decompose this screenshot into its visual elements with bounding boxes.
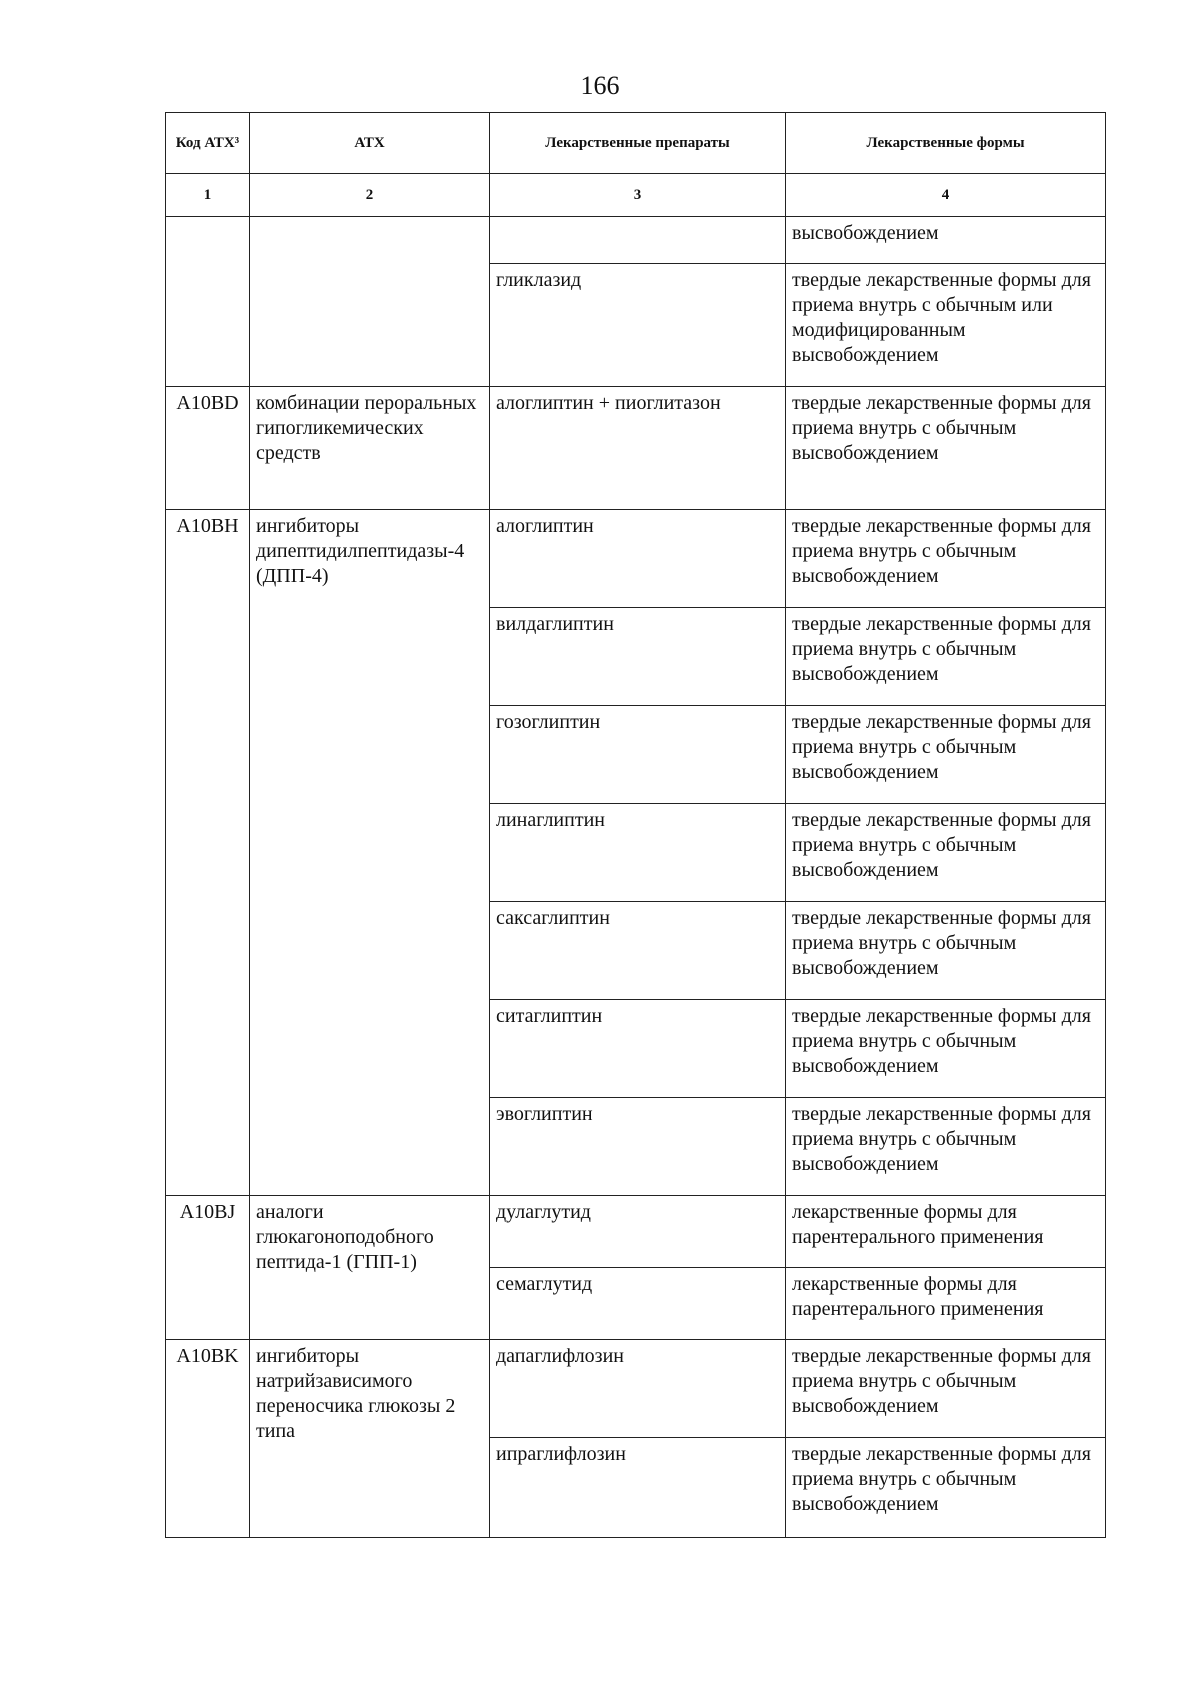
atx-group-cell (250, 217, 490, 387)
dosage-form-cell: твердые лекарственные формы для приема внутрь с обычным высвобождением (786, 1000, 1106, 1098)
table-row (166, 1196, 1106, 1268)
table-row (166, 387, 1106, 510)
dosage-form-cell: твердые лекарственные формы для приема внутрь с обычным высвобождением (786, 1098, 1106, 1196)
atx-group-cell: комбинации пероральных гипогликемических средств (250, 387, 490, 510)
drug-cell: вилдаглиптин (490, 608, 786, 706)
dosage-form-cell: твердые лекарственные формы для приема внутрь с обычным высвобождением (786, 387, 1106, 510)
dosage-form-cell: лекарственные формы для парентерального применения (786, 1196, 1106, 1268)
drug-cell: ипраглифлозин (490, 1438, 786, 1538)
drug-cell: линаглиптин (490, 804, 786, 902)
dosage-form-cell: твердые лекарственные формы для приема внутрь с обычным высвобождением (786, 706, 1106, 804)
drug-cell (490, 217, 786, 264)
dosage-form-cell: твердые лекарственные формы для приема внутрь с обычным высвобождением (786, 902, 1106, 1000)
header-row (166, 113, 1106, 174)
column-number: 1 (166, 174, 250, 217)
atx-code-cell (166, 217, 250, 387)
dosage-form-cell: твердые лекарственные формы для приема внутрь с обычным высвобождением (786, 804, 1106, 902)
table-row (166, 217, 1106, 264)
column-number: 4 (786, 174, 1106, 217)
table-row (166, 1340, 1106, 1438)
column-number: 2 (250, 174, 490, 217)
drug-cell: эвоглиптин (490, 1098, 786, 1196)
atx-code-cell: A10BD (166, 387, 250, 510)
atx-group-cell: ингибиторы натрийзависимого переносчика глюкозы 2 типа (250, 1340, 490, 1538)
table-row (166, 510, 1106, 608)
page-number: 166 (580, 71, 620, 100)
header-drugs: Лекарственные препараты (490, 113, 786, 174)
drug-cell: гликлазид (490, 264, 786, 387)
drug-cell: саксаглиптин (490, 902, 786, 1000)
atx-table (165, 112, 1106, 1538)
dosage-form-cell: твердые лекарственные формы для приема внутрь с обычным высвобождением (786, 1438, 1106, 1538)
dosage-form-cell: твердые лекарственные формы для приема внутрь с обычным высвобождением (786, 1340, 1106, 1438)
dosage-form-cell: твердые лекарственные формы для приема внутрь с обычным или модифицированным высвобождением (786, 264, 1106, 387)
atx-code-cell: A10BH (166, 510, 250, 1196)
header-forms: Лекарственные формы (786, 113, 1106, 174)
header-atx: АТХ (250, 113, 490, 174)
drug-cell: дапаглифлозин (490, 1340, 786, 1438)
column-number: 3 (490, 174, 786, 217)
atx-code-cell: A10BK (166, 1340, 250, 1538)
drug-cell: дулаглутид (490, 1196, 786, 1268)
drug-cell: гозоглиптин (490, 706, 786, 804)
drug-cell: семаглутид (490, 1268, 786, 1340)
drug-cell: ситаглиптин (490, 1000, 786, 1098)
atx-group-cell: ингибиторы дипептидилпептидазы-4 (ДПП-4) (250, 510, 490, 1196)
drug-cell: алоглиптин (490, 510, 786, 608)
atx-group-cell: аналоги глюкагоноподобного пептида-1 (ГПП-1) (250, 1196, 490, 1340)
dosage-form-cell: твердые лекарственные формы для приема внутрь с обычным высвобождением (786, 510, 1106, 608)
drug-cell: алоглиптин + пиоглитазон (490, 387, 786, 510)
column-number-row (166, 174, 1106, 217)
header-code: Код АТХ³ (166, 113, 250, 174)
dosage-form-cell: твердые лекарственные формы для приема внутрь с обычным высвобождением (786, 608, 1106, 706)
dosage-form-cell: лекарственные формы для парентерального применения (786, 1268, 1106, 1340)
atx-code-cell: A10BJ (166, 1196, 250, 1340)
dosage-form-cell: высвобождением (786, 217, 1106, 264)
